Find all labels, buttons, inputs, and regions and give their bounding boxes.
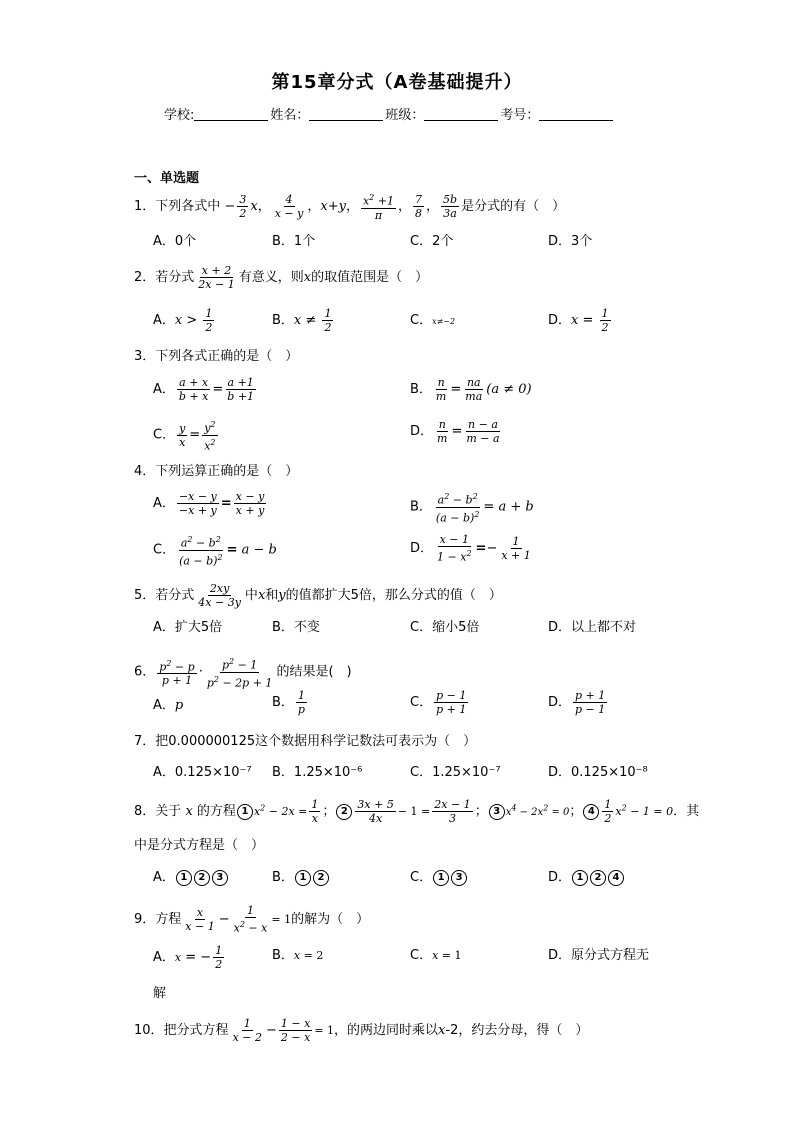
name-label: 姓名： [270, 108, 310, 123]
question-stem: ．其 [673, 804, 700, 819]
question-3 [134, 348, 298, 366]
question-10: 10．把分式方程 $\frac{1}{x - 2}$ − $\frac{1 - x}{2 - x}$ = 1，的两边同时乘以x-2，约去分母，得（ ） [134, 1017, 589, 1044]
question-6: 6． $\frac{p^2 - p}{p + 1}$ · $\frac{p^2 - 1}{p^2 - 2p + 1}$ 的结果是( ) [134, 657, 352, 690]
question-stem: 的解为（ ） [291, 911, 370, 927]
option-b[interactable]: B．x = 2 [272, 948, 324, 963]
option-b[interactable]: B． $\frac{n}{m}$ = $\frac{na}{ma}$ (a ≠ 0) [410, 376, 532, 403]
option-label: D． [548, 948, 572, 963]
question-stem: 和 [265, 588, 279, 603]
option-d[interactable]: D．以上都不对 [548, 620, 637, 635]
option-d[interactable]: D．3个 [548, 234, 593, 249]
question-8-line-2: 中是分式方程是（ ） [134, 838, 265, 853]
exam-no-label: 考号： [500, 108, 540, 123]
option-d[interactable]: D．0.125×10⁻⁸ [548, 765, 648, 780]
option-b[interactable]: B． $\frac{1}{p}$ [272, 689, 305, 716]
option-label: A． [153, 698, 175, 713]
option-label: A． [153, 313, 175, 328]
question-number: 2． [134, 270, 156, 285]
option-d-continuation: 解 [153, 986, 167, 1001]
option-label: B． [272, 870, 294, 885]
school-blank[interactable] [194, 107, 268, 121]
option-c[interactable]: C． $\frac{a^2 - b^2}{(a - b)^2}$ = a − b [153, 535, 277, 568]
option-b[interactable]: B． 1 2 [272, 869, 330, 887]
question-stem: 的取值范围是（ ） [311, 270, 429, 285]
option-label: D． [410, 540, 434, 556]
option-text: 原分式方程无 [571, 948, 650, 963]
option-a[interactable]: A． 1 2 3 [153, 869, 229, 887]
option-label: D． [548, 870, 572, 885]
option-label: D． [548, 313, 572, 328]
question-number: 4． [134, 464, 156, 479]
option-label: D． [548, 695, 572, 710]
option-label: B． [272, 313, 294, 328]
option-c[interactable]: C．2个 [410, 234, 454, 249]
option-a[interactable]: A．x > $\frac{1}{2}$ [153, 307, 213, 334]
question-number: 1． [134, 198, 156, 214]
question-number: 9． [134, 911, 156, 927]
question-stem: 的值都扩大5倍，那么分式的值（ ） [285, 588, 502, 603]
question-stem: 的方程 [196, 804, 236, 819]
question-stem: ，约去分母，得（ ） [458, 1023, 589, 1038]
option-c[interactable]: C．缩小5倍 [410, 620, 480, 635]
page-title: 第15章分式（A卷基础提升） [271, 72, 523, 93]
option-label: C． [153, 542, 176, 558]
option-a[interactable]: A．0个 [153, 234, 197, 249]
name-blank[interactable] [309, 107, 383, 121]
option-b[interactable]: B．不变 [272, 620, 320, 635]
question-stem: 的结果是( ) [276, 664, 352, 680]
option-label: B． [272, 948, 294, 963]
option-c[interactable]: C．1.25×10⁻⁷ [410, 765, 501, 780]
question-stem: 把分式方程 [163, 1023, 229, 1038]
option-d[interactable]: D． $\frac{x - 1}{1 - x^2}$ =− $\frac{1}{x + 1}$ [410, 533, 531, 564]
question-stem: 下列各式中 [155, 198, 221, 214]
question-number: 3． [134, 349, 156, 364]
question-5: 5．若分式 $\frac{2xy}{4x - 3y}$ 中x和y的值都扩大5倍，那么分式的值（ ） [134, 582, 502, 609]
option-c[interactable]: C． $\frac{y}{x}$ = $\frac{y^2}{x^2}$ [153, 420, 216, 453]
option-b[interactable]: B．1.25×10⁻⁶ [272, 765, 363, 780]
option-label: C． [410, 870, 433, 885]
option-label: A． [153, 382, 175, 397]
question-number: 8． [134, 804, 156, 819]
option-label: D． [410, 424, 434, 439]
option-c[interactable]: C．x = 1 [410, 948, 462, 963]
class-label: 班级： [385, 108, 425, 123]
option-c[interactable]: C． 1 3 [410, 869, 468, 887]
question-8: 8．关于 x 的方程 1 $x^2 - 2x$ = $\frac{1}{x}$ ； 2 $\frac{3x + 5}{4x}$ − 1 = $\frac{2x - 1}{3}$ ； 3 $x^4 - 2x^2 = 0$； 4 $\frac{1}{2}$ $x^2 - 1 = 0$．其 [134, 798, 700, 825]
option-a[interactable]: A．p [153, 698, 184, 713]
question-stem: ，的两边同时乘以 [334, 1023, 439, 1038]
question-2: 2．若分式 $\frac{x + 2}{2x - 1}$ 有意义，则x的取值范围是（ ） [134, 264, 429, 291]
option-a[interactable]: A．0.125×10⁻⁷ [153, 765, 252, 780]
option-b[interactable]: B．x ≠ $\frac{1}{2}$ [272, 307, 332, 334]
question-number: 10． [134, 1023, 164, 1038]
question-1: 1．下列各式中 − $\frac{3}{2}$ x， $\frac{4}{x - y}$ ，x+y， $\frac{x^2 +1}{\pi}$ ， $\frac{7}{8}$ ， $\frac{5b}{3a}$ 是分式的有（ ） [134, 192, 566, 222]
option-a[interactable]: A．扩大5倍 [153, 620, 223, 635]
option-a[interactable]: A． $\frac{-x - y}{-x + y}$ = $\frac{x - y}{x + y}$ [153, 490, 265, 517]
option-c[interactable]: C．x≠−2 [410, 313, 456, 328]
option-label: B． [410, 382, 432, 397]
option-label: C． [410, 313, 433, 328]
student-info-line [164, 104, 615, 123]
option-label: C． [410, 948, 433, 963]
question-7 [134, 733, 476, 751]
question-stem: 方程 [155, 911, 182, 927]
section-title: 一、单选题 [134, 171, 200, 186]
question-stem: 若分式 [155, 270, 195, 285]
school-label: 学校: [164, 108, 195, 123]
option-d[interactable]: D． 1 2 4 [548, 869, 625, 887]
option-label: A． [153, 870, 175, 885]
option-label: B． [272, 695, 294, 710]
question-number: 5． [134, 588, 156, 603]
option-d[interactable]: D． $\frac{p + 1}{p - 1}$ [548, 689, 606, 716]
option-a[interactable]: A． $\frac{a + x}{b + x}$ = $\frac{a +1}{b +1}$ [153, 376, 255, 403]
question-9: 9．方程 $\frac{x}{x - 1}$ − $\frac{1}{x^2 - x}$ = 1的解为（ ） [134, 904, 370, 935]
option-d[interactable] [548, 947, 649, 965]
option-b[interactable]: B．1个 [272, 234, 316, 249]
question-4 [134, 463, 298, 481]
question-stem: 中 [244, 588, 258, 603]
option-b[interactable]: B． $\frac{a^2 - b^2}{(a - b)^2}$ = a + b [410, 492, 534, 525]
question-stem: 有意义，则 [238, 270, 304, 285]
question-stem: 下列各式正确的是（ ） [155, 349, 299, 364]
option-label: C． [410, 695, 433, 710]
question-stem: 下列运算正确的是（ ） [155, 464, 299, 479]
option-d[interactable]: D． $\frac{n}{m}$ = $\frac{n - a}{m - a}$ [410, 418, 500, 445]
exam-no-blank[interactable] [539, 107, 613, 121]
question-stem: 把0.000000125这个数据用科学记数法可表示为（ ） [155, 734, 477, 749]
question-stem: 是分式的有（ ） [461, 198, 566, 214]
option-a[interactable]: A．x = − $\frac{1}{2}$ [153, 944, 223, 971]
option-label: C． [153, 427, 176, 443]
option-c[interactable]: C． $\frac{p - 1}{p + 1}$ [410, 689, 467, 716]
class-blank[interactable] [424, 107, 498, 121]
question-stem: 若分式 [155, 588, 195, 603]
option-label: A． [153, 496, 175, 511]
question-stem: 关于 [155, 804, 182, 819]
option-d[interactable]: D．x = $\frac{1}{2}$ [548, 307, 609, 334]
option-label: A． [153, 950, 175, 965]
option-label: B． [410, 499, 432, 515]
question-number: 6． [134, 664, 156, 680]
question-number: 7． [134, 734, 156, 749]
